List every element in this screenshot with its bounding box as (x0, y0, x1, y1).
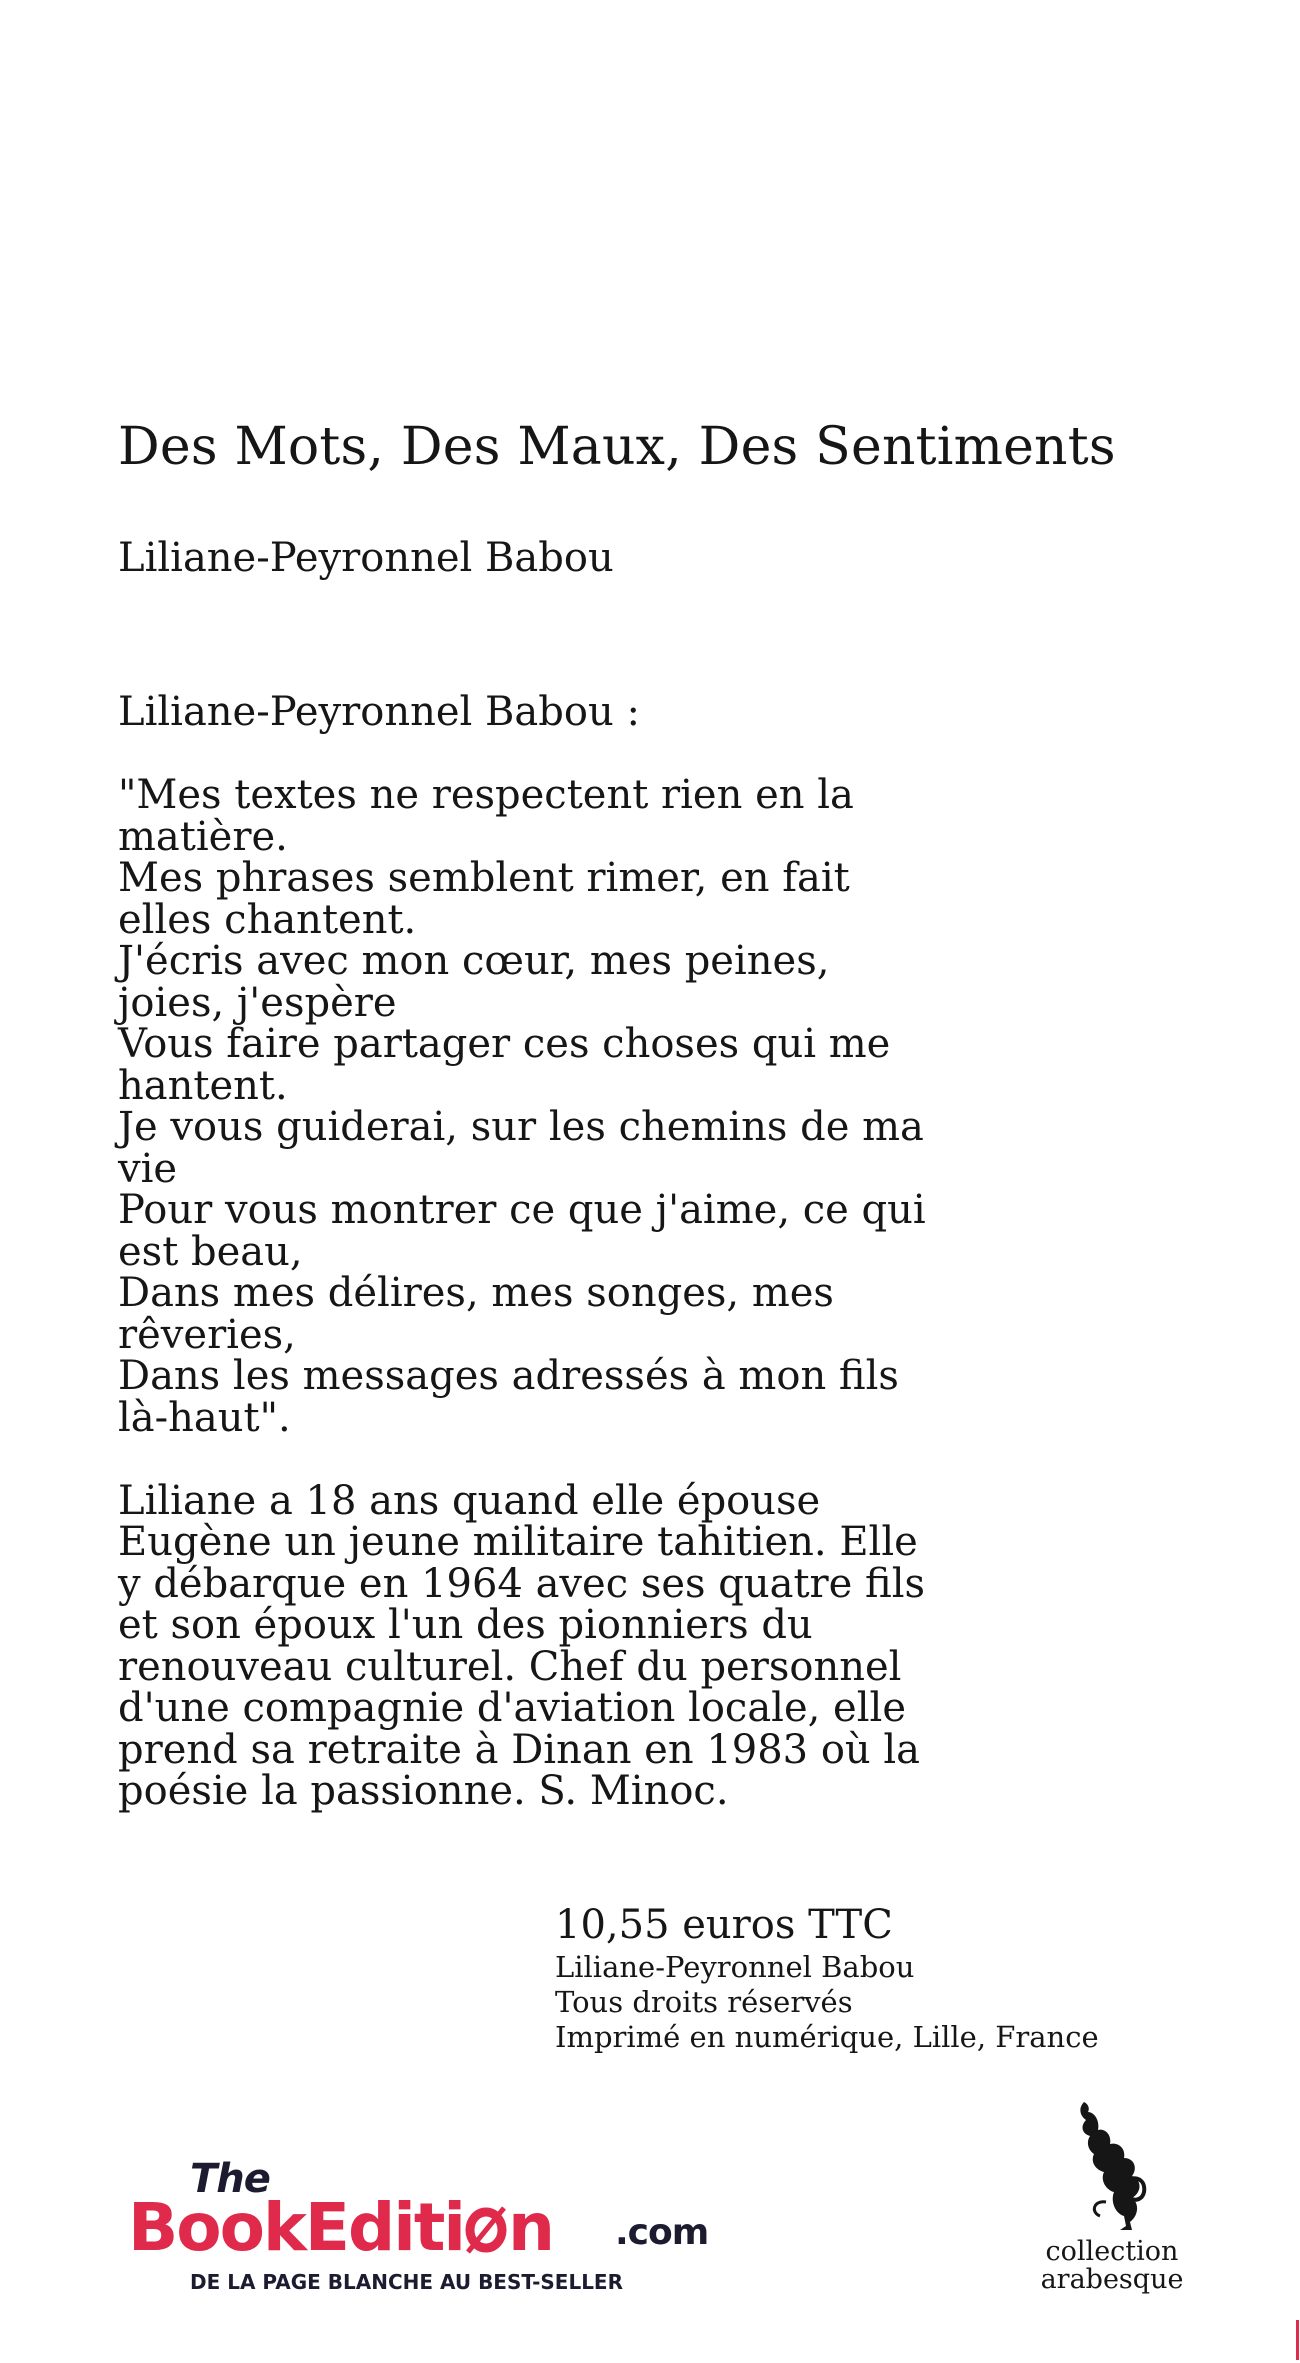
bio-line: Liliane a 18 ans quand elle épouse (118, 1477, 821, 1524)
poem-line: "Mes textes ne respectent rien en la (118, 772, 854, 818)
bio-line: et son époux l'un des pionniers du (118, 1602, 813, 1648)
poem-line: Dans mes délires, mes songes, mes (118, 1270, 834, 1316)
price: 10,55 euros TTC (555, 1902, 893, 1948)
poem-line: là-haut". (118, 1394, 291, 1441)
poem-line: Vous faire partager ces choses qui me (118, 1021, 891, 1067)
poem-quote (118, 772, 978, 1441)
arabesque-figure-icon (1060, 2098, 1150, 2233)
bio-line: y débarque en 1964 avec ses quatre fils (118, 1560, 926, 1607)
imprint-block (555, 1900, 1099, 2055)
book-title: Des Mots, Des Maux, Des Sentiments (118, 417, 1116, 477)
poem-line: Mes phrases semblent rimer, en fait (118, 855, 850, 901)
imprint-author: Liliane-Peyronnel Babou (555, 1950, 915, 1984)
collection-label: collection arabesque (1040, 2236, 1184, 2295)
author-biography (118, 1477, 978, 1814)
logo-the: The (190, 2156, 270, 2202)
edge-mark (1296, 2320, 1299, 2360)
quill-o-icon (464, 2202, 508, 2252)
bio-line: renouveau culturel. Chef du personnel (118, 1643, 902, 1690)
bio-line: d'une compagnie d'aviation locale, elle (118, 1685, 906, 1731)
poem-line: matière. (118, 813, 288, 860)
poem-line: Je vous guiderai, sur les chemins de ma (118, 1104, 924, 1150)
logo-dotcom: .com (615, 2212, 709, 2253)
logo-tagline: DE LA PAGE BLANCHE AU BEST-SELLER (190, 2270, 623, 2294)
poem-line: vie (118, 1145, 178, 1192)
poem-line: Dans les messages adressés à mon fils (118, 1353, 899, 1399)
logo-name: BookEditi n (128, 2189, 554, 2266)
poem-line: joies, j'espère (118, 979, 397, 1026)
poem-line: rêveries, (118, 1311, 296, 1358)
collection-arabesque-logo (1020, 2098, 1190, 2303)
poem-line: hantent. (118, 1062, 288, 1109)
poem-line: elles chantent. (118, 896, 417, 943)
text-heading: Liliane-Peyronnel Babou : (118, 689, 640, 735)
imprint-rights: Tous droits réservés (555, 1985, 853, 2019)
poem-line: Pour vous montrer ce que j'aime, ce qui (118, 1187, 926, 1233)
imprint-printed: Imprimé en numérique, Lille, France (555, 2020, 1099, 2054)
poem-line: J'écris avec mon cœur, mes peines, (118, 938, 830, 984)
bio-line: prend sa retraite à Dinan en 1983 où la (118, 1726, 921, 1773)
book-author: Liliane-Peyronnel Babou (118, 535, 614, 581)
back-cover-text (118, 689, 978, 1814)
bio-line: Eugène un jeune militaire tahitien. Elle (118, 1519, 918, 1565)
bookedition-logo (128, 2156, 718, 2306)
poem-line: est beau, (118, 1228, 303, 1275)
bio-line: poésie la passionne. S. Minoc. (118, 1768, 729, 1814)
